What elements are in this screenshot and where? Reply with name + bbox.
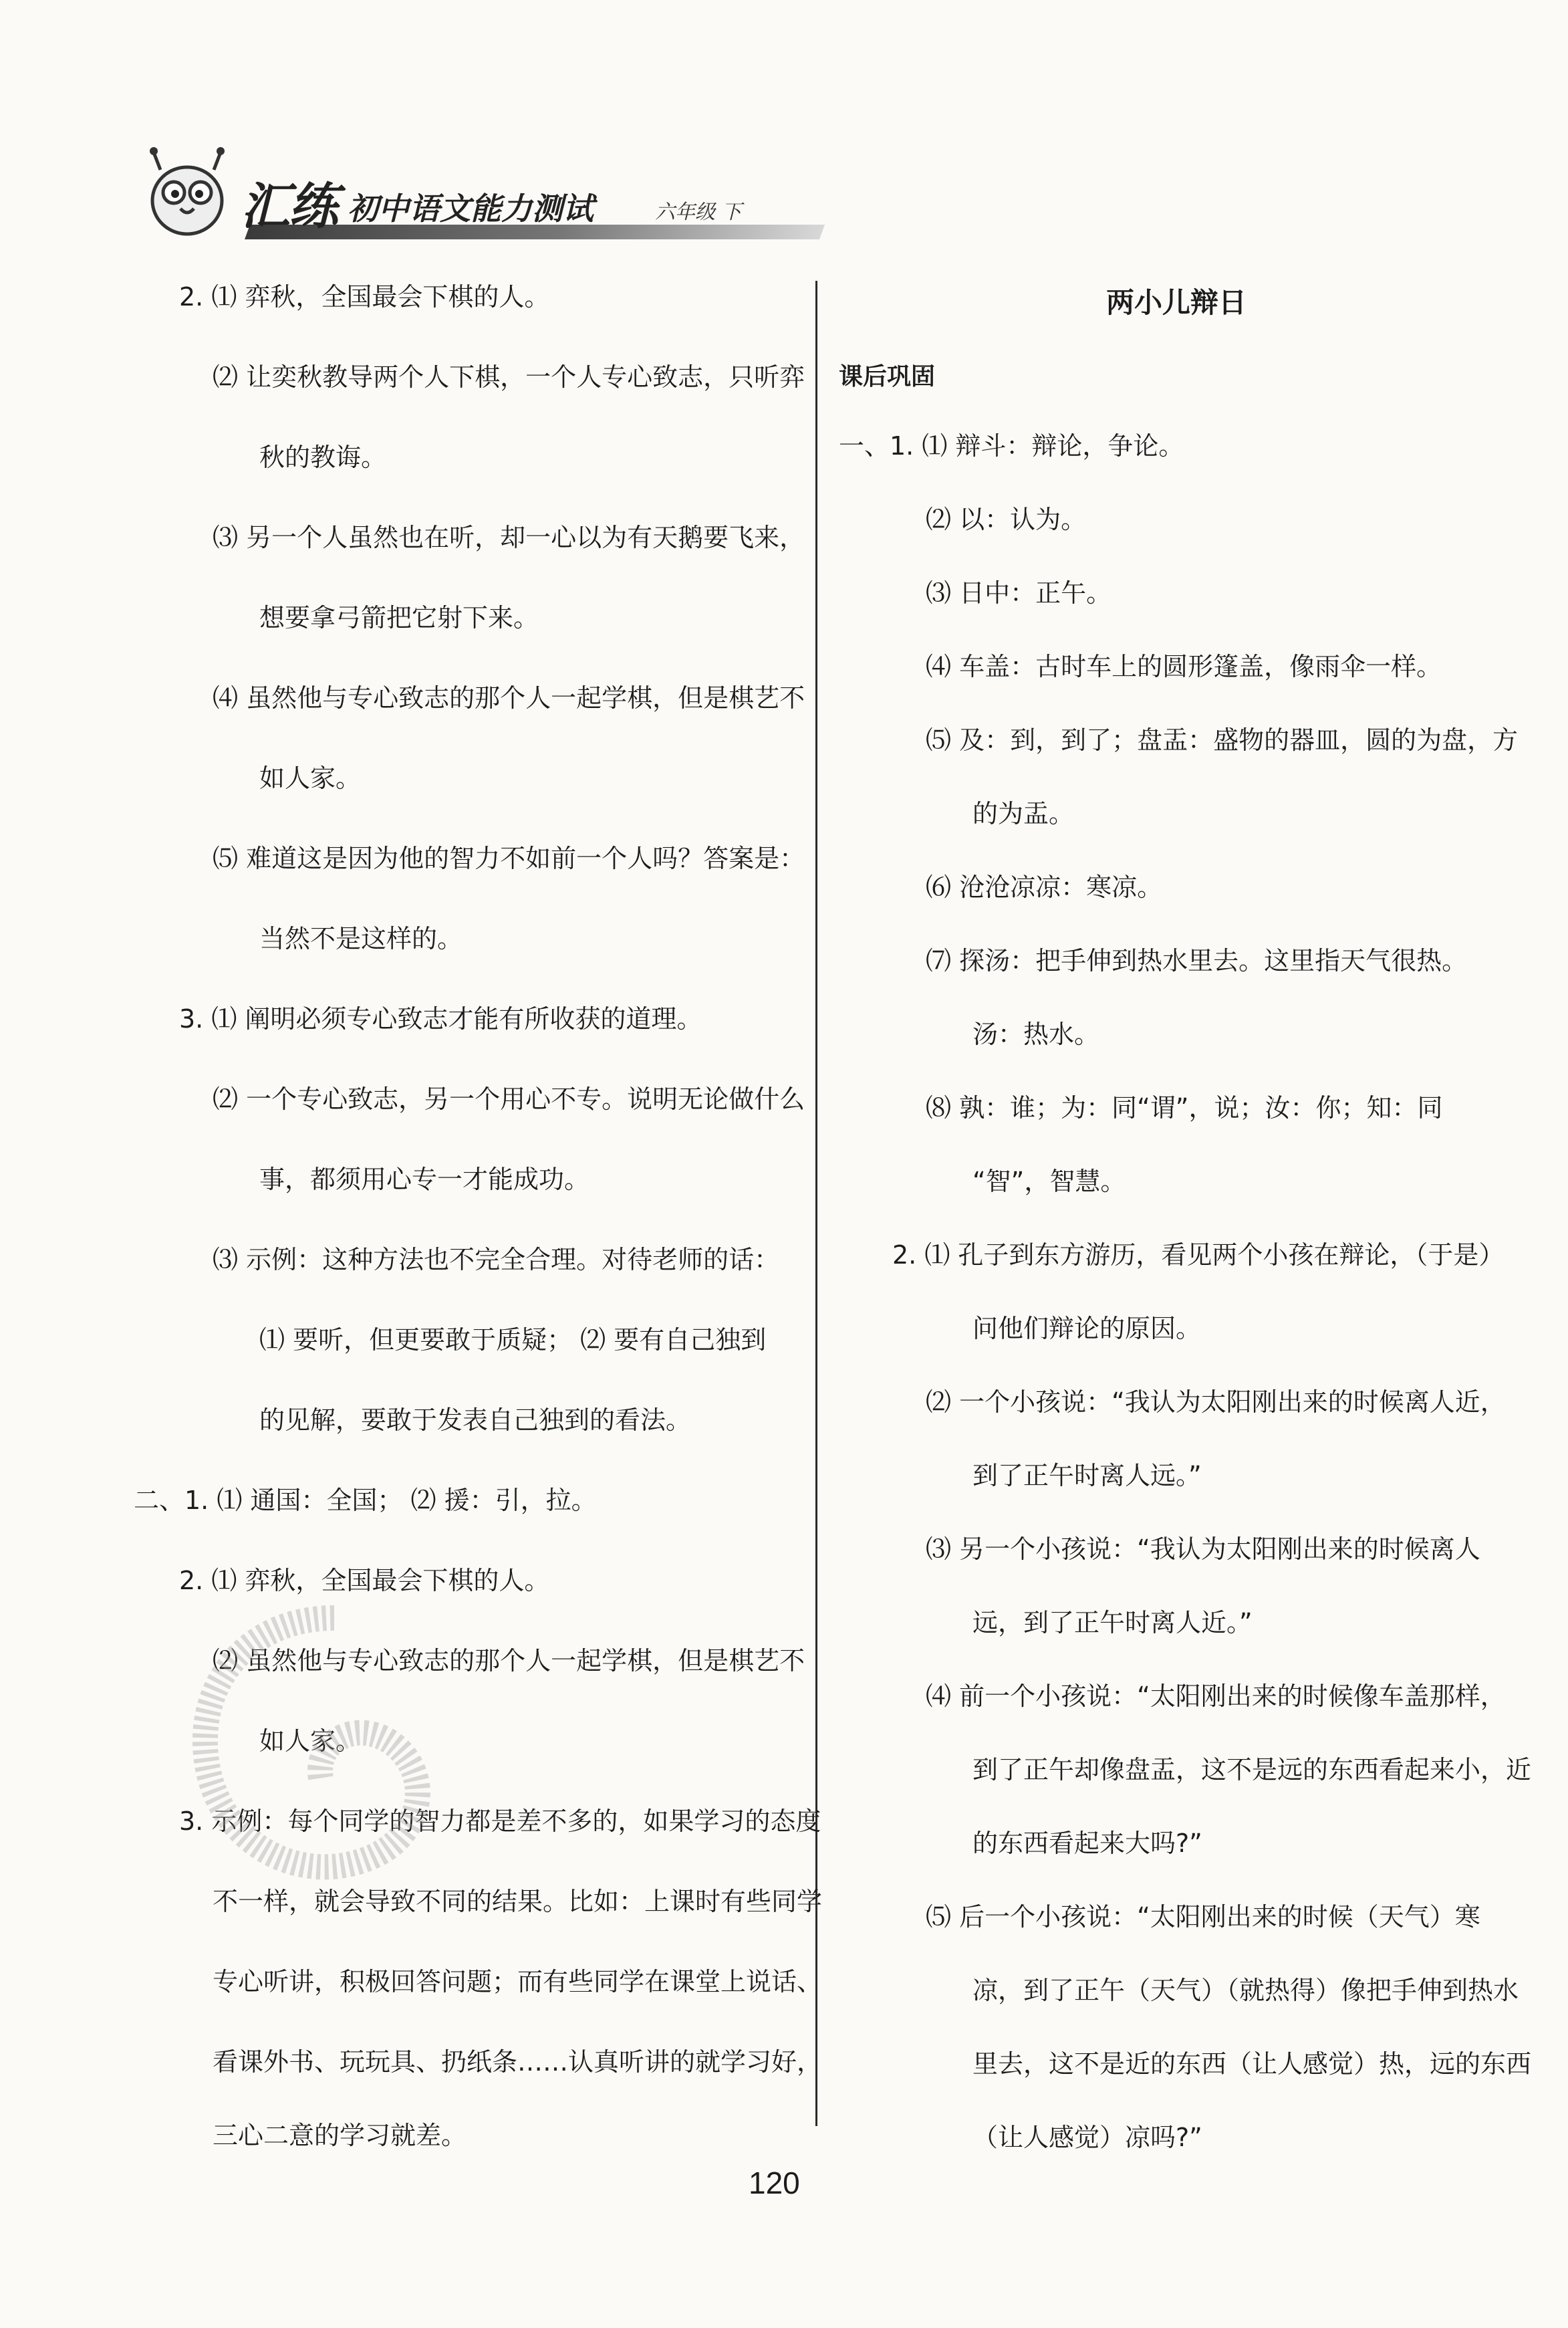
answer-line: ⑶ 示例：这种方法也不完全合理。对待老师的话： [213,1245,780,1274]
answer-line: 想要拿弓箭把它射下来。 [259,603,539,632]
answer-line: ⑶ 另一个小孩说：“我认为太阳刚出来的时候离人 [926,1534,1480,1564]
section-title: 两小儿辩日 [1106,286,1247,319]
answer-line: 2. ⑴ 弈秋，全国最会下棋的人。 [179,282,550,312]
answer-line: 如人家。 [259,1726,362,1756]
answer-line: 问他们辩论的原因。 [972,1314,1202,1343]
book-subtitle: 初中语文能力测试 [348,191,594,227]
answer-line: 的见解，要敢于发表自己独到的看法。 [259,1405,692,1435]
answer-line: 的东西看起来大吗?” [972,1829,1202,1858]
answer-line: ⑵ 让奕秋教导两个人下棋，一个人专心致志，只听弈 [213,362,805,392]
answer-line: ⑵ 一个专心致志，另一个用心不专。说明无论做什么 [213,1084,805,1114]
answer-line: 汤：热水。 [972,1020,1100,1049]
answer-line: ⑷ 车盖：古时车上的圆形篷盖，像雨伞一样。 [926,652,1442,681]
answer-line: 不一样，就会导致不同的结果。比如：上课时有些同学 [213,1887,823,1916]
brand-title: 汇练 [241,178,337,235]
answer-line: 3. ⑴ 阐明必须专心致志才能有所收获的道理。 [179,1004,702,1034]
answer-line: 2. ⑴ 弈秋，全国最会下棋的人。 [179,1566,550,1595]
answer-line: ⑵ 以：认为。 [926,505,1087,534]
book-header [134,140,802,254]
answer-line: 事，都须用心专一才能成功。 [259,1165,590,1194]
answer-line: ⑷ 虽然他与专心致志的那个人一起学棋，但是棋艺不 [213,683,805,713]
answer-line: 远，到了正午时离人近。” [972,1608,1253,1637]
answer-line: 二、1. ⑴ 通国：全国； ⑵ 援：引，拉。 [134,1486,597,1515]
answer-line: ⑸ 及：到，到了；盘盂：盛物的器皿，圆的为盘，方 [926,725,1519,755]
answer-line: 如人家。 [259,764,362,793]
answer-line: （让人感觉）凉吗?” [972,2123,1202,2152]
answer-line: 2. ⑴ 孔子到东方游历，看见两个小孩在辩论，（于是） [892,1240,1505,1270]
answer-line: 凉，到了正午（天气）（就热得）像把手伸到热水 [972,1976,1519,2005]
answer-line: ⑵ 一个小孩说：“我认为太阳刚出来的时候离人近， [926,1387,1506,1417]
answer-line: 当然不是这样的。 [259,924,463,953]
answer-line: 秋的教诲。 [259,443,387,472]
answer-line: ⑺ 探汤：把手伸到热水里去。这里指天气很热。 [926,946,1468,975]
answer-line: ⑶ 另一个人虽然也在听，却一心以为有天鹅要飞来， [213,523,805,552]
answer-line: 的为盂。 [972,799,1075,828]
answer-line: 到了正午时离人远。” [972,1461,1202,1490]
answer-line: 看课外书、玩玩具、扔纸条……认真听讲的就学习好， [213,2047,823,2077]
subheading: 课后巩固 [839,363,936,390]
answer-line: ⑻ 孰：谁；为：同“谓”，说；汝：你；知：同 [926,1093,1443,1123]
grade-label: 六年级 下 [655,201,742,224]
watermark-swirl-icon [167,1591,501,1939]
answer-line: 专心听讲，积极回答问题；而有些同学在课堂上说话、 [213,1967,823,1996]
answer-line: ⑸ 后一个小孩说：“太阳刚出来的时候（天气）寒 [926,1902,1480,1932]
answer-line: ⑹ 沧沧凉凉：寒凉。 [926,872,1163,902]
answer-line: ⑴ 要听，但更要敢于质疑； ⑵ 要有自己独到 [259,1325,767,1355]
answer-line: 三心二意的学习就差。 [213,2121,467,2150]
answer-line: ⑷ 前一个小孩说：“太阳刚出来的时候像车盖那样， [926,1681,1506,1711]
answer-line: “智”，智慧。 [972,1167,1126,1196]
owl-mascot-icon [134,140,241,247]
answer-line: ⑶ 日中：正午。 [926,578,1112,608]
column-divider [815,281,817,2126]
answer-line: 到了正午却像盘盂，这不是远的东西看起来小，近 [972,1755,1532,1784]
answer-line: 里去，这不是近的东西（让人感觉）热，远的东西 [972,2049,1532,2079]
answer-line: ⑸ 难道这是因为他的智力不如前一个人吗？答案是： [213,844,805,873]
answer-line: 3. 示例：每个同学的智力都是差不多的，如果学习的态度 [179,1807,821,1836]
answer-line: 一、1. ⑴ 辩斗：辩论，争论。 [839,431,1184,461]
answer-line: ⑵ 虽然他与专心致志的那个人一起学棋，但是棋艺不 [213,1646,805,1675]
page-number: 120 [749,2166,800,2200]
